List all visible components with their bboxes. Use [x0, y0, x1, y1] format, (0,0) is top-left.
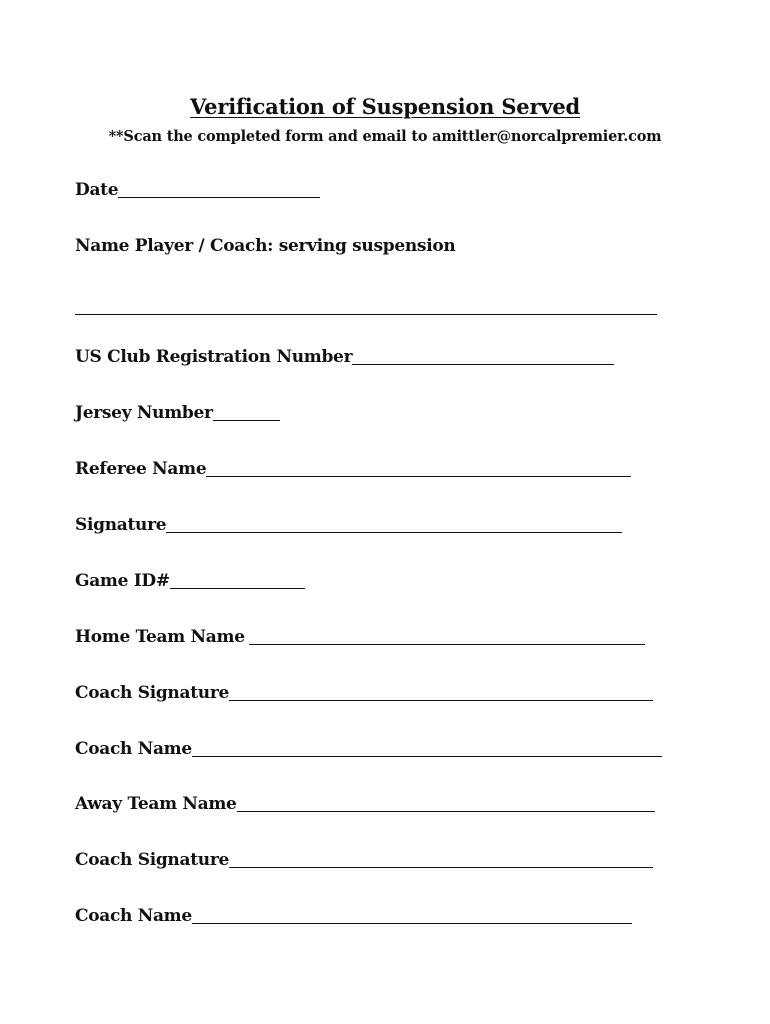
home-team-name-row — [75, 627, 645, 647]
us-club-registration-input-line[interactable] — [352, 364, 614, 365]
referee-name-input-line[interactable] — [206, 476, 631, 477]
game-id-input-line[interactable] — [170, 588, 305, 589]
name-player-coach-label: Name Player / Coach: serving suspension — [75, 236, 456, 256]
form-instruction: **Scan the completed form and email to amittler@norcalpremier.com — [108, 128, 662, 145]
away-team-name-label: Away Team Name — [75, 794, 237, 814]
away-team-name-input-line[interactable] — [237, 811, 655, 812]
jersey-number-row — [75, 403, 280, 423]
signature-label: Signature — [75, 515, 167, 535]
home-team-name-label: Home Team Name — [75, 627, 245, 647]
referee-name-label: Referee Name — [75, 459, 207, 479]
name-player-coach-row — [75, 236, 455, 256]
date-label: Date — [75, 180, 119, 200]
away-team-name-row — [75, 794, 655, 814]
home-coach-name-label: Coach Name — [75, 739, 192, 759]
game-id-label: Game ID# — [75, 571, 170, 591]
home-coach-signature-row — [75, 683, 653, 703]
signature-row — [75, 515, 622, 535]
form-title: Verification of Suspension Served — [190, 94, 580, 119]
us-club-registration-row — [75, 347, 614, 367]
home-coach-name-row — [75, 739, 662, 759]
home-coach-signature-label: Coach Signature — [75, 683, 229, 703]
away-coach-name-label: Coach Name — [75, 906, 192, 926]
date-input-line[interactable] — [118, 197, 320, 198]
jersey-number-label: Jersey Number — [75, 403, 213, 423]
away-coach-name-row — [75, 906, 632, 926]
game-id-row — [75, 571, 305, 591]
jersey-number-input-line[interactable] — [213, 420, 280, 421]
us-club-registration-label: US Club Registration Number — [75, 347, 353, 367]
away-coach-signature-input-line[interactable] — [229, 867, 653, 868]
away-coach-signature-row — [75, 850, 653, 870]
away-coach-name-input-line[interactable] — [192, 923, 632, 924]
home-coach-name-input-line[interactable] — [192, 756, 662, 757]
away-coach-signature-label: Coach Signature — [75, 850, 229, 870]
signature-input-line[interactable] — [166, 532, 622, 533]
referee-name-row — [75, 459, 631, 479]
name-player-coach-input-line[interactable] — [75, 314, 657, 315]
date-field-row — [75, 180, 320, 200]
home-team-name-input-line[interactable] — [249, 644, 645, 645]
home-coach-signature-input-line[interactable] — [229, 700, 653, 701]
